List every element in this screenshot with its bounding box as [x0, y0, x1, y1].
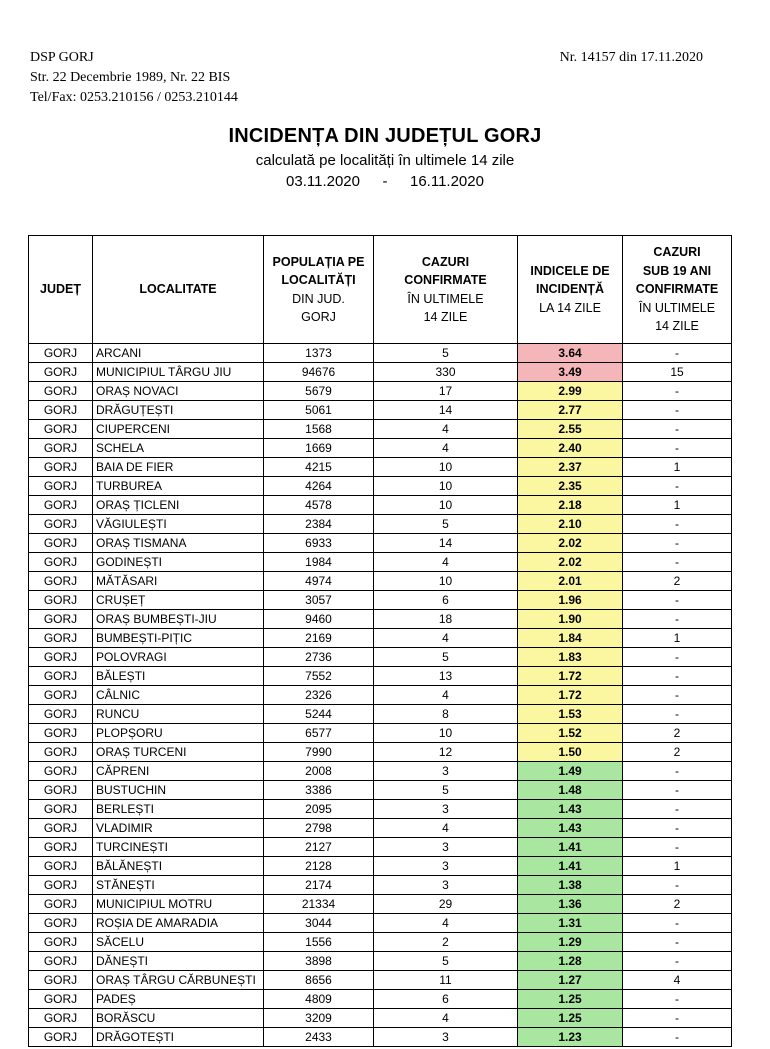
- cell-sub19: 1: [623, 458, 732, 477]
- cell-indice: 1.83: [518, 648, 623, 667]
- cell-judet: GORJ: [29, 895, 93, 914]
- cell-indice: 1.48: [518, 781, 623, 800]
- cell-indice: 2.18: [518, 496, 623, 515]
- cell-indice: 1.49: [518, 762, 623, 781]
- table-row: [29, 610, 732, 629]
- cell-judet: GORJ: [29, 458, 93, 477]
- cell-indice: 1.25: [518, 990, 623, 1009]
- cell-cazuri: 17: [374, 382, 518, 401]
- cell-populatie: 7990: [264, 743, 374, 762]
- cell-sub19: -: [623, 420, 732, 439]
- cell-judet: GORJ: [29, 971, 93, 990]
- cell-indice: 2.77: [518, 401, 623, 420]
- cell-cazuri: 13: [374, 667, 518, 686]
- col-header-populatie: POPULAȚIA PE LOCALITĂȚI DIN JUD. GORJ: [264, 236, 374, 344]
- cell-localitate: DRĂGOTEȘTI: [93, 1028, 264, 1047]
- issuer-phone: Tel/Fax: 0253.210156 / 0253.210144: [30, 90, 238, 105]
- cell-cazuri: 10: [374, 572, 518, 591]
- cell-localitate: BERLEȘTI: [93, 800, 264, 819]
- cell-populatie: 1984: [264, 553, 374, 572]
- cell-cazuri: 6: [374, 990, 518, 1009]
- cell-localitate: PADEȘ: [93, 990, 264, 1009]
- cell-localitate: TURCINEȘTI: [93, 838, 264, 857]
- cell-cazuri: 3: [374, 857, 518, 876]
- cell-judet: GORJ: [29, 933, 93, 952]
- cell-cazuri: 5: [374, 515, 518, 534]
- table-row: [29, 895, 732, 914]
- cell-indice: 1.23: [518, 1028, 623, 1047]
- cell-cazuri: 4: [374, 686, 518, 705]
- table-row: [29, 477, 732, 496]
- cell-sub19: -: [623, 800, 732, 819]
- table-row: [29, 553, 732, 572]
- cell-cazuri: 12: [374, 743, 518, 762]
- cell-localitate: BUMBEȘTI-PIȚIC: [93, 629, 264, 648]
- cell-indice: 1.96: [518, 591, 623, 610]
- cell-indice: 1.53: [518, 705, 623, 724]
- cell-judet: GORJ: [29, 990, 93, 1009]
- cell-judet: GORJ: [29, 1028, 93, 1047]
- cell-sub19: 2: [623, 895, 732, 914]
- cell-indice: 1.72: [518, 686, 623, 705]
- cell-localitate: ORAȘ TISMANA: [93, 534, 264, 553]
- cell-indice: 1.41: [518, 857, 623, 876]
- cell-cazuri: 4: [374, 420, 518, 439]
- cell-judet: GORJ: [29, 382, 93, 401]
- cell-sub19: 15: [623, 363, 732, 382]
- cell-sub19: 1: [623, 629, 732, 648]
- col-header-judet: JUDEȚ: [29, 236, 93, 344]
- cell-sub19: 4: [623, 971, 732, 990]
- cell-sub19: -: [623, 439, 732, 458]
- cell-sub19: -: [623, 515, 732, 534]
- table-row: [29, 781, 732, 800]
- issuer-block: [30, 48, 238, 108]
- cell-localitate: MUNICIPIUL MOTRU: [93, 895, 264, 914]
- cell-cazuri: 5: [374, 781, 518, 800]
- cell-populatie: 5679: [264, 382, 374, 401]
- cell-populatie: 2433: [264, 1028, 374, 1047]
- cell-judet: GORJ: [29, 781, 93, 800]
- cell-judet: GORJ: [29, 648, 93, 667]
- cell-localitate: BAIA DE FIER: [93, 458, 264, 477]
- col-header-sub19: CAZURI SUB 19 ANI CONFIRMATE ÎN ULTIMELE 14 ZILE: [623, 236, 732, 344]
- cell-populatie: 3386: [264, 781, 374, 800]
- cell-indice: 1.29: [518, 933, 623, 952]
- cell-sub19: -: [623, 382, 732, 401]
- cell-localitate: CIUPERCENI: [93, 420, 264, 439]
- cell-localitate: ARCANI: [93, 344, 264, 363]
- cell-sub19: -: [623, 819, 732, 838]
- table-row: [29, 1009, 732, 1028]
- cell-judet: GORJ: [29, 724, 93, 743]
- cell-localitate: BORĂSCU: [93, 1009, 264, 1028]
- cell-cazuri: 8: [374, 705, 518, 724]
- cell-judet: GORJ: [29, 705, 93, 724]
- cell-populatie: 4578: [264, 496, 374, 515]
- cell-localitate: GODINEȘTI: [93, 553, 264, 572]
- cell-localitate: TURBUREA: [93, 477, 264, 496]
- cell-indice: 2.02: [518, 553, 623, 572]
- cell-populatie: 6933: [264, 534, 374, 553]
- table-row: [29, 990, 732, 1009]
- cell-populatie: 2798: [264, 819, 374, 838]
- cell-localitate: BUSTUCHIN: [93, 781, 264, 800]
- cell-sub19: -: [623, 914, 732, 933]
- cell-populatie: 5061: [264, 401, 374, 420]
- cell-judet: GORJ: [29, 838, 93, 857]
- cell-sub19: -: [623, 553, 732, 572]
- cell-cazuri: 3: [374, 800, 518, 819]
- cell-localitate: ORAȘ TÂRGU CĂRBUNEȘTI: [93, 971, 264, 990]
- incidence-table: [28, 235, 732, 1047]
- cell-populatie: 1373: [264, 344, 374, 363]
- cell-localitate: SCHELA: [93, 439, 264, 458]
- cell-judet: GORJ: [29, 743, 93, 762]
- cell-populatie: 4264: [264, 477, 374, 496]
- cell-sub19: -: [623, 477, 732, 496]
- cell-cazuri: 5: [374, 952, 518, 971]
- cell-sub19: -: [623, 952, 732, 971]
- table-row: [29, 667, 732, 686]
- cell-indice: 2.40: [518, 439, 623, 458]
- cell-indice: 1.27: [518, 971, 623, 990]
- cell-sub19: -: [623, 838, 732, 857]
- cell-indice: 2.99: [518, 382, 623, 401]
- table-row: [29, 724, 732, 743]
- cell-judet: GORJ: [29, 876, 93, 895]
- cell-sub19: 1: [623, 857, 732, 876]
- cell-localitate: MUNICIPIUL TÂRGU JIU: [93, 363, 264, 382]
- cell-localitate: ROȘIA DE AMARADIA: [93, 914, 264, 933]
- cell-indice: 2.01: [518, 572, 623, 591]
- document-reference: Nr. 14157 din 17.11.2020: [559, 50, 703, 65]
- cell-sub19: -: [623, 1028, 732, 1047]
- cell-cazuri: 4: [374, 439, 518, 458]
- cell-cazuri: 4: [374, 1009, 518, 1028]
- cell-cazuri: 11: [374, 971, 518, 990]
- cell-sub19: -: [623, 990, 732, 1009]
- cell-sub19: -: [623, 648, 732, 667]
- cell-cazuri: 6: [374, 591, 518, 610]
- table-row: [29, 572, 732, 591]
- cell-cazuri: 10: [374, 724, 518, 743]
- cell-cazuri: 4: [374, 914, 518, 933]
- table-row: [29, 952, 732, 971]
- cell-indice: 1.36: [518, 895, 623, 914]
- table-row: [29, 933, 732, 952]
- cell-populatie: 5244: [264, 705, 374, 724]
- col-header-cazuri: CAZURI CONFIRMATE ÎN ULTIMELE 14 ZILE: [374, 236, 518, 344]
- cell-judet: GORJ: [29, 515, 93, 534]
- cell-cazuri: 10: [374, 496, 518, 515]
- cell-populatie: 1568: [264, 420, 374, 439]
- cell-judet: GORJ: [29, 363, 93, 382]
- cell-populatie: 4809: [264, 990, 374, 1009]
- cell-localitate: POLOVRAGI: [93, 648, 264, 667]
- cell-indice: 2.02: [518, 534, 623, 553]
- cell-judet: GORJ: [29, 401, 93, 420]
- table-row: [29, 534, 732, 553]
- cell-cazuri: 3: [374, 876, 518, 895]
- cell-sub19: -: [623, 591, 732, 610]
- cell-populatie: 8656: [264, 971, 374, 990]
- date-to: 16.11.2020: [410, 173, 484, 190]
- table-row: [29, 591, 732, 610]
- cell-populatie: 9460: [264, 610, 374, 629]
- cell-localitate: ORAȘ ȚICLENI: [93, 496, 264, 515]
- cell-indice: 2.35: [518, 477, 623, 496]
- cell-judet: GORJ: [29, 667, 93, 686]
- table-row: [29, 648, 732, 667]
- cell-sub19: -: [623, 762, 732, 781]
- cell-judet: GORJ: [29, 952, 93, 971]
- cell-indice: 1.90: [518, 610, 623, 629]
- col-header-localitate: LOCALITATE: [93, 236, 264, 344]
- cell-judet: GORJ: [29, 420, 93, 439]
- cell-localitate: RUNCU: [93, 705, 264, 724]
- date-separator: -: [382, 173, 388, 190]
- cell-localitate: BĂLEȘTI: [93, 667, 264, 686]
- cell-sub19: -: [623, 344, 732, 363]
- cell-indice: 2.55: [518, 420, 623, 439]
- cell-populatie: 2326: [264, 686, 374, 705]
- cell-judet: GORJ: [29, 857, 93, 876]
- cell-localitate: VLADIMIR: [93, 819, 264, 838]
- cell-populatie: 4974: [264, 572, 374, 591]
- cell-cazuri: 10: [374, 477, 518, 496]
- cell-populatie: 4215: [264, 458, 374, 477]
- cell-localitate: CRUȘEȚ: [93, 591, 264, 610]
- cell-populatie: 94676: [264, 363, 374, 382]
- table-row: [29, 686, 732, 705]
- cell-localitate: CĂPRENI: [93, 762, 264, 781]
- cell-localitate: ORAȘ BUMBEȘTI-JIU: [93, 610, 264, 629]
- cell-sub19: 2: [623, 743, 732, 762]
- cell-cazuri: 3: [374, 762, 518, 781]
- cell-indice: 1.31: [518, 914, 623, 933]
- table-header-row: [29, 236, 732, 344]
- table-row: [29, 857, 732, 876]
- cell-judet: GORJ: [29, 591, 93, 610]
- table-row: [29, 1028, 732, 1047]
- cell-indice: 1.84: [518, 629, 623, 648]
- cell-cazuri: 4: [374, 553, 518, 572]
- cell-sub19: 1: [623, 496, 732, 515]
- cell-cazuri: 330: [374, 363, 518, 382]
- cell-localitate: BĂLĂNEȘTI: [93, 857, 264, 876]
- cell-populatie: 2384: [264, 515, 374, 534]
- table-row: [29, 363, 732, 382]
- cell-sub19: -: [623, 610, 732, 629]
- table-row: [29, 743, 732, 762]
- cell-indice: 1.25: [518, 1009, 623, 1028]
- cell-populatie: 2128: [264, 857, 374, 876]
- cell-populatie: 7552: [264, 667, 374, 686]
- cell-sub19: -: [623, 534, 732, 553]
- cell-cazuri: 5: [374, 648, 518, 667]
- cell-cazuri: 3: [374, 1028, 518, 1047]
- cell-cazuri: 29: [374, 895, 518, 914]
- cell-sub19: -: [623, 686, 732, 705]
- cell-sub19: -: [623, 1009, 732, 1028]
- table-row: [29, 914, 732, 933]
- cell-localitate: CÂLNIC: [93, 686, 264, 705]
- cell-judet: GORJ: [29, 819, 93, 838]
- cell-populatie: 2008: [264, 762, 374, 781]
- table-row: [29, 838, 732, 857]
- page-subtitle: calculată pe localități în ultimele 14 zile: [255, 152, 515, 169]
- cell-indice: 1.52: [518, 724, 623, 743]
- cell-populatie: 6577: [264, 724, 374, 743]
- cell-indice: 1.50: [518, 743, 623, 762]
- cell-localitate: ORAȘ TURCENI: [93, 743, 264, 762]
- date-range: [0, 171, 770, 192]
- table-row: [29, 401, 732, 420]
- cell-localitate: VĂGIULEȘTI: [93, 515, 264, 534]
- table-row: [29, 762, 732, 781]
- cell-cazuri: 10: [374, 458, 518, 477]
- cell-sub19: -: [623, 667, 732, 686]
- cell-populatie: 2095: [264, 800, 374, 819]
- cell-localitate: ORAȘ NOVACI: [93, 382, 264, 401]
- cell-judet: GORJ: [29, 553, 93, 572]
- cell-sub19: 2: [623, 724, 732, 743]
- cell-judet: GORJ: [29, 629, 93, 648]
- table-row: [29, 629, 732, 648]
- table-row: [29, 819, 732, 838]
- cell-localitate: STĂNEȘTI: [93, 876, 264, 895]
- table-row: [29, 800, 732, 819]
- cell-judet: GORJ: [29, 686, 93, 705]
- issuer-address: Str. 22 Decembrie 1989, Nr. 22 BIS: [30, 70, 231, 85]
- cell-judet: GORJ: [29, 344, 93, 363]
- table-row: [29, 344, 732, 363]
- cell-judet: GORJ: [29, 610, 93, 629]
- cell-sub19: -: [623, 876, 732, 895]
- cell-cazuri: 14: [374, 534, 518, 553]
- table-row: [29, 971, 732, 990]
- cell-indice: 1.72: [518, 667, 623, 686]
- table-body: [29, 344, 732, 1047]
- table-row: [29, 515, 732, 534]
- cell-populatie: 2169: [264, 629, 374, 648]
- cell-indice: 2.37: [518, 458, 623, 477]
- cell-judet: GORJ: [29, 496, 93, 515]
- cell-judet: GORJ: [29, 572, 93, 591]
- cell-indice: 3.49: [518, 363, 623, 382]
- cell-judet: GORJ: [29, 1009, 93, 1028]
- cell-indice: 2.10: [518, 515, 623, 534]
- issuer-name: DSP GORJ: [30, 50, 94, 65]
- cell-localitate: DĂNEȘTI: [93, 952, 264, 971]
- cell-judet: GORJ: [29, 762, 93, 781]
- table-row: [29, 496, 732, 515]
- cell-sub19: -: [623, 933, 732, 952]
- cell-populatie: 3898: [264, 952, 374, 971]
- cell-indice: 1.38: [518, 876, 623, 895]
- cell-populatie: 1669: [264, 439, 374, 458]
- cell-sub19: -: [623, 781, 732, 800]
- cell-populatie: 3209: [264, 1009, 374, 1028]
- table-row: [29, 420, 732, 439]
- cell-indice: 1.28: [518, 952, 623, 971]
- title-block: [0, 122, 770, 192]
- cell-populatie: 2174: [264, 876, 374, 895]
- cell-cazuri: 14: [374, 401, 518, 420]
- cell-populatie: 3044: [264, 914, 374, 933]
- cell-judet: GORJ: [29, 477, 93, 496]
- cell-localitate: PLOPȘORU: [93, 724, 264, 743]
- cell-populatie: 2127: [264, 838, 374, 857]
- cell-populatie: 1556: [264, 933, 374, 952]
- cell-indice: 1.41: [518, 838, 623, 857]
- page-title: INCIDENȚA DIN JUDEȚUL GORJ: [228, 125, 542, 147]
- cell-judet: GORJ: [29, 439, 93, 458]
- cell-indice: 3.64: [518, 344, 623, 363]
- cell-judet: GORJ: [29, 800, 93, 819]
- cell-sub19: 2: [623, 572, 732, 591]
- cell-sub19: -: [623, 401, 732, 420]
- cell-indice: 1.43: [518, 819, 623, 838]
- cell-cazuri: 5: [374, 344, 518, 363]
- table-row: [29, 439, 732, 458]
- cell-cazuri: 4: [374, 629, 518, 648]
- cell-judet: GORJ: [29, 914, 93, 933]
- cell-cazuri: 18: [374, 610, 518, 629]
- cell-populatie: 2736: [264, 648, 374, 667]
- cell-populatie: 21334: [264, 895, 374, 914]
- cell-localitate: MĂTĂSARI: [93, 572, 264, 591]
- cell-cazuri: 3: [374, 838, 518, 857]
- cell-sub19: -: [623, 705, 732, 724]
- cell-localitate: DRĂGUȚEȘTI: [93, 401, 264, 420]
- cell-indice: 1.43: [518, 800, 623, 819]
- table-row: [29, 876, 732, 895]
- cell-cazuri: 4: [374, 819, 518, 838]
- col-header-indice: INDICELE DE INCIDENȚĂ LA 14 ZILE: [518, 236, 623, 344]
- cell-cazuri: 2: [374, 933, 518, 952]
- date-from: 03.11.2020: [286, 173, 360, 190]
- cell-localitate: SĂCELU: [93, 933, 264, 952]
- table-row: [29, 458, 732, 477]
- cell-judet: GORJ: [29, 534, 93, 553]
- table-row: [29, 382, 732, 401]
- cell-populatie: 3057: [264, 591, 374, 610]
- table-row: [29, 705, 732, 724]
